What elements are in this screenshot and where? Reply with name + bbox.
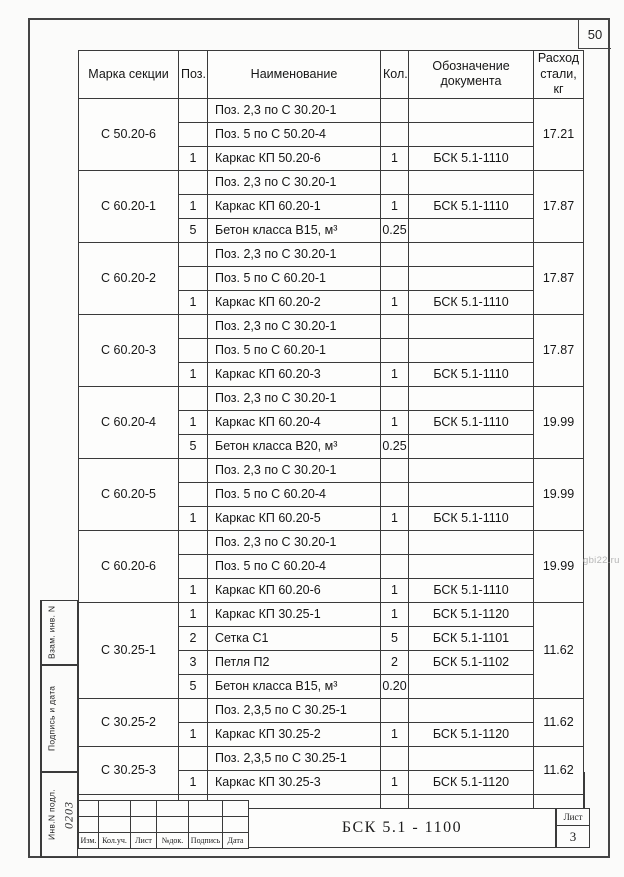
qty-cell: 1	[381, 770, 409, 794]
doc-cell	[409, 314, 534, 338]
qty-cell: 2	[381, 650, 409, 674]
col-header-document: Обозначение документа	[409, 51, 534, 99]
pos-cell: 5	[179, 674, 208, 698]
revision-col-podpis: Подпись	[189, 833, 223, 849]
pos-cell: 1	[179, 362, 208, 386]
handwritten-inventory-number: 0203	[61, 801, 76, 829]
qty-cell	[381, 338, 409, 362]
pos-cell	[179, 458, 208, 482]
table-row	[79, 746, 584, 770]
doc-cell	[409, 98, 534, 122]
steel-consumption-cell: 19.99	[534, 458, 584, 530]
col-header-section-mark: Марка секции	[79, 51, 179, 99]
pos-cell	[179, 338, 208, 362]
qty-cell: 1	[381, 290, 409, 314]
name-cell: Поз. 5 по С 50.20-4	[208, 122, 381, 146]
table-row	[79, 170, 584, 194]
pos-cell	[179, 554, 208, 578]
name-cell: Каркас КП 30.25-1	[208, 602, 381, 626]
qty-cell	[381, 458, 409, 482]
doc-cell: БСК 5.1-1120	[409, 722, 534, 746]
qty-cell: 1	[381, 722, 409, 746]
name-cell: Каркас КП 60.20-3	[208, 362, 381, 386]
table-row	[79, 458, 584, 482]
pos-cell	[179, 698, 208, 722]
table-row	[79, 98, 584, 122]
qty-cell	[381, 314, 409, 338]
qty-cell: 1	[381, 362, 409, 386]
name-cell: Поз. 5 по С 60.20-1	[208, 266, 381, 290]
pos-cell	[179, 98, 208, 122]
pos-cell: 1	[179, 722, 208, 746]
revision-col-list: Лист	[131, 833, 157, 849]
pos-cell	[179, 746, 208, 770]
section-mark-cell: С 60.20-6	[79, 530, 179, 602]
name-cell: Каркас КП 50.20-6	[208, 146, 381, 170]
pos-cell	[179, 530, 208, 554]
name-cell: Каркас КП 60.20-4	[208, 410, 381, 434]
section-mark-cell: С 60.20-4	[79, 386, 179, 458]
qty-cell	[381, 242, 409, 266]
qty-cell	[381, 122, 409, 146]
table-row	[79, 314, 584, 338]
doc-cell	[409, 554, 534, 578]
qty-cell	[381, 170, 409, 194]
name-cell: Бетон класса В15, м³	[208, 218, 381, 242]
col-header-position: Поз.	[179, 51, 208, 99]
header-row	[79, 51, 584, 99]
pos-cell: 3	[179, 650, 208, 674]
pos-cell	[179, 122, 208, 146]
doc-cell	[409, 218, 534, 242]
name-cell: Поз. 5 по С 60.20-4	[208, 482, 381, 506]
doc-cell	[409, 746, 534, 770]
doc-cell: БСК 5.1-1110	[409, 362, 534, 386]
qty-cell	[381, 98, 409, 122]
doc-cell	[409, 674, 534, 698]
doc-cell	[409, 434, 534, 458]
pos-cell: 5	[179, 434, 208, 458]
steel-consumption-cell: 17.87	[534, 242, 584, 314]
qty-cell	[381, 530, 409, 554]
section-mark-cell: С 30.25-2	[79, 698, 179, 746]
pos-cell	[179, 242, 208, 266]
section-mark-cell: С 50.20-6	[79, 98, 179, 170]
doc-cell	[409, 170, 534, 194]
name-cell: Поз. 2,3 по С 30.20-1	[208, 98, 381, 122]
doc-cell	[409, 242, 534, 266]
pos-cell: 1	[179, 290, 208, 314]
doc-cell	[409, 386, 534, 410]
pos-cell: 1	[179, 602, 208, 626]
name-cell: Каркас КП 60.20-1	[208, 194, 381, 218]
name-cell: Каркас КП 30.25-3	[208, 770, 381, 794]
name-cell: Сетка С1	[208, 626, 381, 650]
vzam-inv-label: Взам. инв. N	[41, 601, 61, 664]
qty-cell: 0.25	[381, 218, 409, 242]
table-row	[79, 602, 584, 626]
doc-cell	[409, 122, 534, 146]
table-row	[79, 530, 584, 554]
revision-empty-row	[79, 801, 249, 817]
section-mark-cell: С 60.20-3	[79, 314, 179, 386]
doc-cell: БСК 5.1-1101	[409, 626, 534, 650]
pos-cell	[179, 314, 208, 338]
name-cell: Каркас КП 60.20-6	[208, 578, 381, 602]
doc-cell: БСК 5.1-1110	[409, 506, 534, 530]
revision-col-ndok: №док.	[157, 833, 189, 849]
page-number-box	[578, 20, 611, 49]
pos-cell	[179, 386, 208, 410]
steel-consumption-cell: 17.21	[534, 98, 584, 170]
name-cell: Бетон класса В15, м³	[208, 674, 381, 698]
qty-cell	[381, 698, 409, 722]
podpis-data-entry	[61, 666, 77, 771]
name-cell: Поз. 2,3 по С 30.20-1	[208, 314, 381, 338]
doc-cell: БСК 5.1-1110	[409, 578, 534, 602]
pos-cell: 1	[179, 146, 208, 170]
doc-cell: БСК 5.1-1110	[409, 410, 534, 434]
name-cell: Поз. 2,3 по С 30.20-1	[208, 170, 381, 194]
doc-cell: БСК 5.1-1110	[409, 290, 534, 314]
qty-cell: 0.20	[381, 674, 409, 698]
sidebar-band-vzam-inv	[40, 600, 78, 665]
doc-cell: БСК 5.1-1120	[409, 602, 534, 626]
doc-cell	[409, 698, 534, 722]
podpis-data-label: Подпись и дата	[41, 666, 61, 771]
qty-cell	[381, 386, 409, 410]
pos-cell: 1	[179, 410, 208, 434]
section-mark-cell: С 60.20-2	[79, 242, 179, 314]
pos-cell: 1	[179, 770, 208, 794]
qty-cell: 1	[381, 506, 409, 530]
table-row	[79, 242, 584, 266]
document-number: БСК 5.1 - 1100	[341, 819, 463, 836]
steel-consumption-cell: 11.62	[534, 746, 584, 794]
doc-cell: БСК 5.1-1110	[409, 146, 534, 170]
steel-consumption-cell: 17.87	[534, 314, 584, 386]
qty-cell: 1	[381, 410, 409, 434]
vzam-inv-entry	[61, 601, 77, 664]
steel-consumption-cell: 17.87	[534, 170, 584, 242]
name-cell: Каркас КП 60.20-5	[208, 506, 381, 530]
pos-cell: 5	[179, 218, 208, 242]
pos-cell: 1	[179, 194, 208, 218]
pos-cell	[179, 266, 208, 290]
revision-col-koluch: Кол.уч.	[99, 833, 131, 849]
pos-cell	[179, 170, 208, 194]
qty-cell: 1	[381, 602, 409, 626]
table-row	[79, 698, 584, 722]
sheet-label: Лист	[557, 809, 589, 826]
qty-cell: 0.25	[381, 434, 409, 458]
name-cell: Поз. 5 по С 60.20-4	[208, 554, 381, 578]
doc-cell	[409, 530, 534, 554]
inv-podl-label: Инв.N подл.	[41, 773, 61, 857]
qty-cell	[381, 482, 409, 506]
doc-cell	[409, 266, 534, 290]
name-cell: Каркас КП 60.20-2	[208, 290, 381, 314]
pos-cell: 1	[179, 578, 208, 602]
table-row	[79, 386, 584, 410]
specification-table	[78, 50, 584, 819]
revision-col-izm: Изм.	[79, 833, 99, 849]
document-number-box	[248, 808, 556, 848]
qty-cell	[381, 554, 409, 578]
name-cell: Поз. 2,3,5 по С 30.25-1	[208, 746, 381, 770]
steel-consumption-cell: 11.62	[534, 602, 584, 698]
doc-cell: БСК 5.1-1120	[409, 770, 534, 794]
name-cell: Поз. 2,3 по С 30.20-1	[208, 242, 381, 266]
pos-cell	[179, 482, 208, 506]
qty-cell: 1	[381, 146, 409, 170]
revision-empty-row	[79, 817, 249, 833]
steel-consumption-cell: 11.62	[534, 698, 584, 746]
revision-col-data: Дата	[223, 833, 249, 849]
steel-consumption-cell: 19.99	[534, 530, 584, 602]
sheet-number: 3	[569, 828, 577, 844]
doc-cell: БСК 5.1-1110	[409, 194, 534, 218]
doc-cell: БСК 5.1-1102	[409, 650, 534, 674]
sidebar-band-inv-podl	[40, 772, 78, 858]
steel-consumption-cell: 19.99	[534, 386, 584, 458]
section-mark-cell: С 60.20-1	[79, 170, 179, 242]
doc-cell	[409, 338, 534, 362]
watermark: gbi22.ru	[583, 555, 620, 566]
col-header-steel-consumption: Расход стали, кг	[534, 51, 584, 99]
pos-cell: 2	[179, 626, 208, 650]
name-cell: Бетон класса В20, м³	[208, 434, 381, 458]
section-mark-cell: С 30.25-3	[79, 746, 179, 794]
qty-cell: 1	[381, 194, 409, 218]
section-mark-cell: С 60.20-5	[79, 458, 179, 530]
name-cell: Петля П2	[208, 650, 381, 674]
name-cell: Поз. 2,3 по С 30.20-1	[208, 530, 381, 554]
revision-label-row	[79, 833, 249, 849]
name-cell: Поз. 2,3 по С 30.20-1	[208, 386, 381, 410]
page-number: 50	[587, 26, 603, 42]
name-cell: Каркас КП 30.25-2	[208, 722, 381, 746]
col-header-quantity: Кол.	[381, 51, 409, 99]
qty-cell: 1	[381, 578, 409, 602]
sidebar-band-podpis-data	[40, 665, 78, 772]
qty-cell	[381, 746, 409, 770]
sheet-box	[556, 808, 590, 848]
revision-table	[78, 800, 249, 849]
doc-cell	[409, 482, 534, 506]
name-cell: Поз. 2,3,5 по С 30.25-1	[208, 698, 381, 722]
qty-cell	[381, 266, 409, 290]
table-footer-connector-line	[583, 772, 585, 808]
inv-podl-entry	[61, 773, 77, 857]
pos-cell: 1	[179, 506, 208, 530]
name-cell: Поз. 5 по С 60.20-1	[208, 338, 381, 362]
qty-cell: 5	[381, 626, 409, 650]
name-cell: Поз. 2,3 по С 30.20-1	[208, 458, 381, 482]
section-mark-cell: С 30.25-1	[79, 602, 179, 698]
doc-cell	[409, 458, 534, 482]
col-header-name: Наименование	[208, 51, 381, 99]
